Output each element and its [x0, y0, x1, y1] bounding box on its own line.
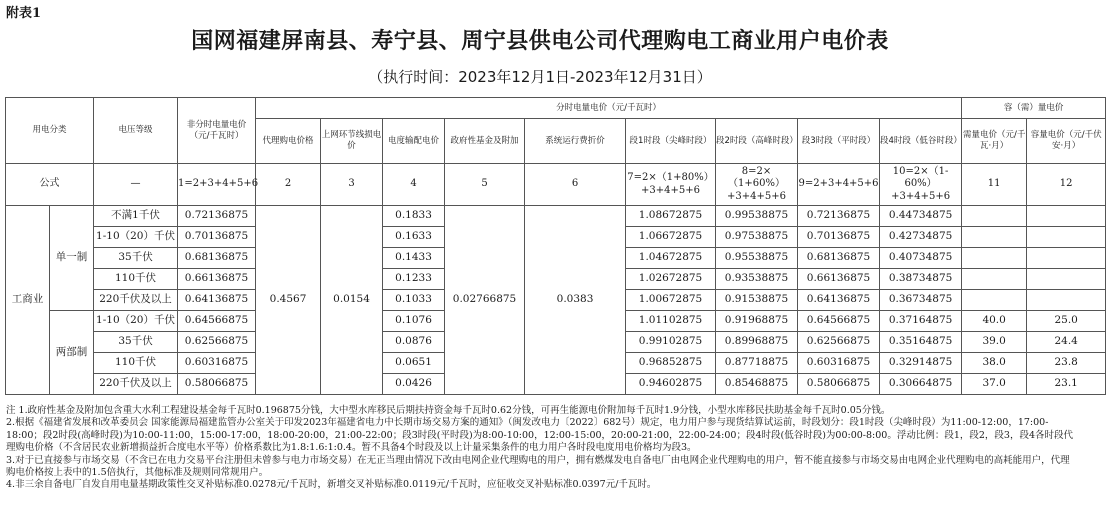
header-line-loss: 上网环节线损电价	[321, 119, 383, 164]
period-3-cell: 0.66136875	[798, 269, 880, 290]
demand-price-cell: 39.0	[962, 332, 1027, 353]
header-user-class: 用电分类	[6, 98, 94, 164]
formula-c3: 3	[321, 164, 383, 206]
period-4-cell: 0.38734875	[880, 269, 962, 290]
period-4-cell: 0.40734875	[880, 248, 962, 269]
transmission-cell: 0.0426	[383, 374, 445, 395]
period-2-cell: 0.95538875	[716, 248, 798, 269]
category-cell: 工商业	[6, 206, 50, 395]
non-tou-price-cell: 0.60316875	[178, 353, 256, 374]
formula-p4: 10=2×（1-60%）+3+4+5+6	[880, 164, 962, 206]
notes	[6, 405, 1076, 492]
capacity-price-cell: 23.1	[1027, 374, 1106, 395]
formula-c4: 4	[383, 164, 445, 206]
formula-c11: 11	[962, 164, 1027, 206]
formula-voltage: —	[94, 164, 178, 206]
transmission-cell: 0.1433	[383, 248, 445, 269]
formula-c12: 12	[1027, 164, 1106, 206]
transmission-cell: 0.1076	[383, 311, 445, 332]
period-3-cell: 0.64566875	[798, 311, 880, 332]
capacity-price-cell: 23.8	[1027, 353, 1106, 374]
demand-price-cell	[962, 290, 1027, 311]
formula-p2: 8=2×（1+60%）+3+4+5+6	[716, 164, 798, 206]
header-period-2: 段2时段（高峰时段）	[716, 119, 798, 164]
header-agency-price: 代理购电价格	[256, 119, 321, 164]
period-3-cell: 0.72136875	[798, 206, 880, 227]
execution-period: （执行时间：2023年12月1日-2023年12月31日）	[368, 68, 712, 86]
period-2-cell: 0.99538875	[716, 206, 798, 227]
price-table	[5, 97, 1106, 395]
period-3-cell: 0.62566875	[798, 332, 880, 353]
demand-price-cell	[962, 206, 1027, 227]
capacity-price-cell	[1027, 269, 1106, 290]
period-1-cell: 0.94602875	[626, 374, 716, 395]
period-2-cell: 0.89968875	[716, 332, 798, 353]
period-2-cell: 0.97538875	[716, 227, 798, 248]
voltage-cell: 1-10（20）千伏	[94, 227, 178, 248]
capacity-price-cell	[1027, 248, 1106, 269]
header-transmission: 电度输配电价	[383, 119, 445, 164]
period-1-cell: 1.06672875	[626, 227, 716, 248]
capacity-price-cell: 25.0	[1027, 311, 1106, 332]
agency-price-cell: 0.4567	[256, 206, 321, 395]
table-row	[6, 206, 1106, 227]
line-loss-cell: 0.0154	[321, 206, 383, 395]
period-2-cell: 0.91968875	[716, 311, 798, 332]
formula-c2: 2	[256, 164, 321, 206]
period-2-cell: 0.87718875	[716, 353, 798, 374]
period-1-cell: 1.02672875	[626, 269, 716, 290]
period-3-cell: 0.58066875	[798, 374, 880, 395]
capacity-price-cell: 24.4	[1027, 332, 1106, 353]
non-tou-price-cell: 0.70136875	[178, 227, 256, 248]
period-2-cell: 0.93538875	[716, 269, 798, 290]
transmission-cell: 0.1633	[383, 227, 445, 248]
formula-c5: 5	[445, 164, 525, 206]
note-4: 4.非三余自备电厂自发自用电量基期政策性交叉补贴标准0.0278元/千瓦时，新增交叉补贴标准0.0119元/千瓦时，应征收交叉补贴标准0.0397元/千瓦时。	[6, 479, 657, 491]
header-non-tou-price: 非分时电量电价（元/千瓦时）	[178, 98, 256, 164]
period-4-cell: 0.30664875	[880, 374, 962, 395]
voltage-cell: 220千伏及以上	[94, 290, 178, 311]
note-1: 注 1.政府性基金及附加包含重大水利工程建设基金每千瓦时0.196875分钱，大中型水库移民后期扶持资金每千瓦时0.62分钱，可再生能源电价附加每千瓦时1.9分钱，小型水库移民扶助基金每千瓦时0.05分钱。	[6, 405, 891, 416]
voltage-cell: 220千伏及以上	[94, 374, 178, 395]
period-3-cell: 0.64136875	[798, 290, 880, 311]
period-4-cell: 0.32914875	[880, 353, 962, 374]
period-4-cell: 0.42734875	[880, 227, 962, 248]
header-period-1: 段1时段（尖峰时段）	[626, 119, 716, 164]
voltage-cell: 110千伏	[94, 353, 178, 374]
formula-c1: 1=2+3+4+5+6	[178, 164, 256, 206]
non-tou-price-cell: 0.58066875	[178, 374, 256, 395]
period-2-cell: 0.91538875	[716, 290, 798, 311]
group-two-cell: 两部制	[50, 311, 94, 395]
demand-price-cell: 40.0	[962, 311, 1027, 332]
period-2-cell: 0.85468875	[716, 374, 798, 395]
capacity-price-cell	[1027, 227, 1106, 248]
header-system-fee: 系统运行费折价	[525, 119, 626, 164]
period-4-cell: 0.37164875	[880, 311, 962, 332]
formula-c6: 6	[525, 164, 626, 206]
period-3-cell: 0.68136875	[798, 248, 880, 269]
formula-label: 公式	[6, 164, 94, 206]
appendix-label: 附表1	[6, 6, 42, 21]
system-fee-cell: 0.0383	[525, 206, 626, 395]
note-2: 2.根据《福建省发展和改革委员会 国家能源局福建监管办公室关于印发2023年福建省电力中长期市场交易方案的通知》（闽发改电力〔2022〕682号）规定，电力用户参与现货结算试运前，时段划分：段1时段（尖峰时段）为11:00-12:00，17:00-18:00；段2时段(高峰时段)为10:00-11:00，15:00-17:00，18:00-20:00，21:00-22:00；段3时段(平时段)为8:00-10:00，12:00-15:00，20:00-21:00，22:00-24:00；段4时段(低谷时段)为00:00-8:00。浮动比例：段1，段2，段3，段4各时段代理购电价格（不含居民农业新增损益折合度电水平等）价格系数比为1.8:1.6:1:0.4。暂不具备4个时段及以上计量采集条件的电力用户各时段电度用电价格均为段3。	[6, 417, 1074, 454]
transmission-cell: 0.0651	[383, 353, 445, 374]
formula-p3: 9=2+3+4+5+6	[798, 164, 880, 206]
header-capacity-price: 容量电价（元/千伏安·月）	[1027, 119, 1106, 164]
demand-price-cell	[962, 269, 1027, 290]
period-1-cell: 0.96852875	[626, 353, 716, 374]
demand-price-cell: 37.0	[962, 374, 1027, 395]
header-period-4: 段4时段（低谷时段）	[880, 119, 962, 164]
formula-row	[6, 164, 1106, 206]
demand-price-cell: 38.0	[962, 353, 1027, 374]
header-capacity-group: 容（需）量电价	[962, 98, 1106, 119]
non-tou-price-cell: 0.64566875	[178, 311, 256, 332]
voltage-cell: 不满1千伏	[94, 206, 178, 227]
formula-p1: 7=2×（1+80%）+3+4+5+6	[626, 164, 716, 206]
header-voltage: 电压等级	[94, 98, 178, 164]
period-1-cell: 1.04672875	[626, 248, 716, 269]
non-tou-price-cell: 0.68136875	[178, 248, 256, 269]
capacity-price-cell	[1027, 290, 1106, 311]
transmission-cell: 0.0876	[383, 332, 445, 353]
period-3-cell: 0.60316875	[798, 353, 880, 374]
period-1-cell: 0.99102875	[626, 332, 716, 353]
page-title: 国网福建屏南县、寿宁县、周宁县供电公司代理购电工商业用户电价表	[191, 28, 889, 54]
group-single-cell: 单一制	[50, 206, 94, 311]
period-1-cell: 1.01102875	[626, 311, 716, 332]
voltage-cell: 35千伏	[94, 332, 178, 353]
header-tou-group: 分时电量电价（元/千瓦时）	[256, 98, 962, 119]
capacity-price-cell	[1027, 206, 1106, 227]
transmission-cell: 0.1033	[383, 290, 445, 311]
demand-price-cell	[962, 248, 1027, 269]
note-3: 3.对于已直接参与市场交易（不含已在电力交易平台注册但未曾参与电力市场交易）在无正当理由情况下改由电网企业代理购电的用户，拥有燃煤发电自备电厂由电网企业代理购电的用户，暂不能直接参与市场交易由电网企业代理购电的高耗能用户，代理购电价格按上表中的1.5倍执行，其他标准及规则同常规用户。	[6, 454, 1070, 479]
period-1-cell: 1.00672875	[626, 290, 716, 311]
non-tou-price-cell: 0.64136875	[178, 290, 256, 311]
voltage-cell: 110千伏	[94, 269, 178, 290]
voltage-cell: 35千伏	[94, 248, 178, 269]
header-period-3: 段3时段（平时段）	[798, 119, 880, 164]
non-tou-price-cell: 0.62566875	[178, 332, 256, 353]
non-tou-price-cell: 0.72136875	[178, 206, 256, 227]
header-gov-fund: 政府性基金及附加	[445, 119, 525, 164]
demand-price-cell	[962, 227, 1027, 248]
period-1-cell: 1.08672875	[626, 206, 716, 227]
non-tou-price-cell: 0.66136875	[178, 269, 256, 290]
header-demand-price: 需量电价（元/千瓦·月）	[962, 119, 1027, 164]
voltage-cell: 1-10（20）千伏	[94, 311, 178, 332]
period-4-cell: 0.36734875	[880, 290, 962, 311]
gov-fund-cell: 0.02766875	[445, 206, 525, 395]
period-4-cell: 0.44734875	[880, 206, 962, 227]
period-4-cell: 0.35164875	[880, 332, 962, 353]
period-3-cell: 0.70136875	[798, 227, 880, 248]
transmission-cell: 0.1833	[383, 206, 445, 227]
transmission-cell: 0.1233	[383, 269, 445, 290]
